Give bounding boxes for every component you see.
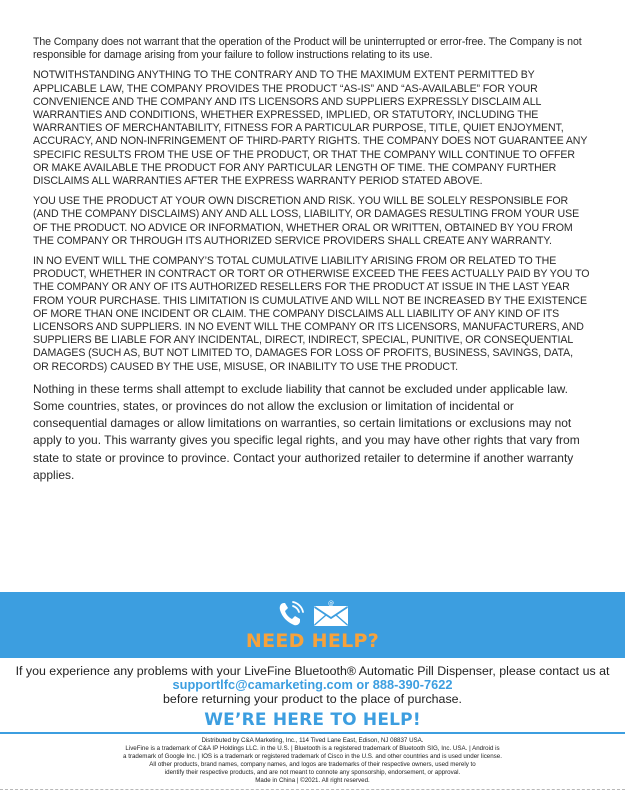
footer-line: Distributed by C&A Marketing, Inc., 114 Tived Lane East, Edison, NJ 08837 USA. [201, 737, 424, 744]
footer-line: Made in China | ©2021. All right reserved. [255, 777, 370, 784]
email-icon [314, 600, 348, 626]
terms-paragraph-2: NOTWITHSTANDING ANYTHING TO THE CONTRARY AND TO THE MAXIMUM EXTENT PERMITTED BY APPLICABLE LAW, THE COMPANY PROVIDES THE PRODUCT “AS-IS” AND “AS-AVAILABLE” FOR YOUR CONVENIENCE AND THE COMPANY AND ITS LICENSORS AND SUPPLIERS EXPRESSLY DISCLAIM ALL WARRANTIES AND CONDITIONS, WHETHER EXPRESSED, IMPLIED, OR STATUTORY, INCLUDING THE WARRANTIES OF MERCHANTABILITY, FITNESS FOR A PARTICULAR PURPOSE, TITLE, QUIET ENJOYMENT, ACCURACY, AND NON-INFRINGEMENT OF THIRD-PARTY RIGHTS. THE COMPANY DOES NOT GUARANTEE ANY SPECIFIC RESULTS FROM THE USE OF THE PRODUCT, OR THAT THE COMPANY WILL CONTINUE TO OFFER OR MAKE AVAILABLE THE PRODUCT FOR ANY PARTICULAR LENGTH OF TIME. THE COMPANY FURTHER DISCLAIMS ALL WARRANTIES AFTER THE EXPRESS WARRANTY PERIOD STATED ABOVE. [33, 69, 588, 188]
footer-divider [0, 732, 625, 734]
help-contact-block [0, 664, 625, 707]
terms-paragraph-3: YOU USE THE PRODUCT AT YOUR OWN DISCRETION AND RISK. YOU WILL BE SOLELY RESPONSIBLE FOR (AND THE COMPANY DISCLAIMS) ANY AND ALL LOSS, LIABILITY, OR DAMAGES RESULTING FROM YOUR USE OF THE PRODUCT. NO ADVICE OR INFORMATION, WHETHER ORAL OR WRITTEN, OBTAINED BY YOU FROM THE COMPANY OR THROUGH ITS AUTHORIZED SERVICE PROVIDERS SHALL CREATE ANY WARRANTY. [33, 195, 580, 247]
support-contact-link[interactable]: supportlfc@camarketing.com or 888-390-7622 [172, 677, 453, 693]
svg-text:@: @ [328, 600, 334, 607]
footer-line: LiveFine is a trademark of C&A IP Holdings LLC. in the U.S. | Bluetooth is a registered trademark of Bluetooth SIG, Inc. USA. | Android is [125, 745, 500, 752]
footer-line: All other products, brand names, company names, and logos are trademarks of their respective owners, used merely to [149, 761, 476, 768]
terms-paragraph-1: The Company does not warrant that the operation of the Product will be uninterrupted or error-free. The Company is not responsible for damage arising from your failure to follow instructions relating to its use. [33, 36, 582, 62]
phone-icon [280, 602, 303, 625]
help-closing-text: before returning your product to the place of purchase. [163, 692, 462, 707]
footer-line: a trademark of Google Inc. | IOS is a trademark or registered trademark of Cisco in the U.S. and other countries and is used under license. [123, 753, 502, 760]
legal-footer [0, 737, 625, 785]
need-help-heading: NEED HELP? [245, 630, 380, 652]
warranty-terms [33, 36, 591, 491]
terms-paragraph-5: Nothing in these terms shall attempt to exclude liability that cannot be excluded under applicable law. Some countries, states, or provinces do not allow the exclusion or limitation of incidental or consequential damages or allow limitations on warranties, so certain limitations or exclusions may not apply to you. This warranty gives you specific legal rights, and you may have other rights that vary from state to state or province to province. Contact your authorized retailer to determine if another warranty applies. [33, 381, 580, 482]
contact-icons [276, 600, 352, 628]
footer-line: identify their respective products, and are not meant to connote any sponsorship, endorsement, or approval. [164, 769, 461, 776]
cut-line [0, 789, 625, 790]
here-to-help-tagline: WE’RE HERE TO HELP! [204, 710, 421, 730]
help-intro-text: If you experience any problems with your LiveFine Bluetooth® Automatic Pill Dispenser, please contact us at [15, 664, 610, 678]
terms-paragraph-4: IN NO EVENT WILL THE COMPANY’S TOTAL CUMULATIVE LIABILITY ARISING FROM OR RELATED TO THE PRODUCT, WHETHER IN CONTRACT OR TORT OR OTHERWISE EXCEED THE FEES ACTUALLY PAID BY YOU TO THE COMPANY OR ANY OF ITS AUTHORIZED RESELLERS FOR THE PRODUCT AT ISSUE IN THE LAST YEAR FROM YOUR PURCHASE. THIS LIMITATION IS CUMULATIVE AND WILL NOT BE INCREASED BY THE EXISTENCE OF MORE THAN ONE INCIDENT OR CLAIM. THE COMPANY DISCLAIMS ALL LIABILITY OF ANY KIND OF ITS LICENSORS AND SUPPLIERS. IN NO EVENT WILL THE COMPANY OR ITS LICENSORS, MANUFACTURERS, AND SUPPLIERS BE LIABLE FOR ANY INCIDENTAL, DIRECT, INDIRECT, SPECIAL, PUNITIVE, OR CONSEQUENTIAL DAMAGES (SUCH AS, BUT NOT LIMITED TO, DAMAGES FOR LOSS OF PROFITS, BUSINESS, SAVINGS, DATA, OR RECORDS) CAUSED BY THE USE, MISUSE, OR INABILITY TO USE THE PRODUCT. [33, 255, 590, 373]
